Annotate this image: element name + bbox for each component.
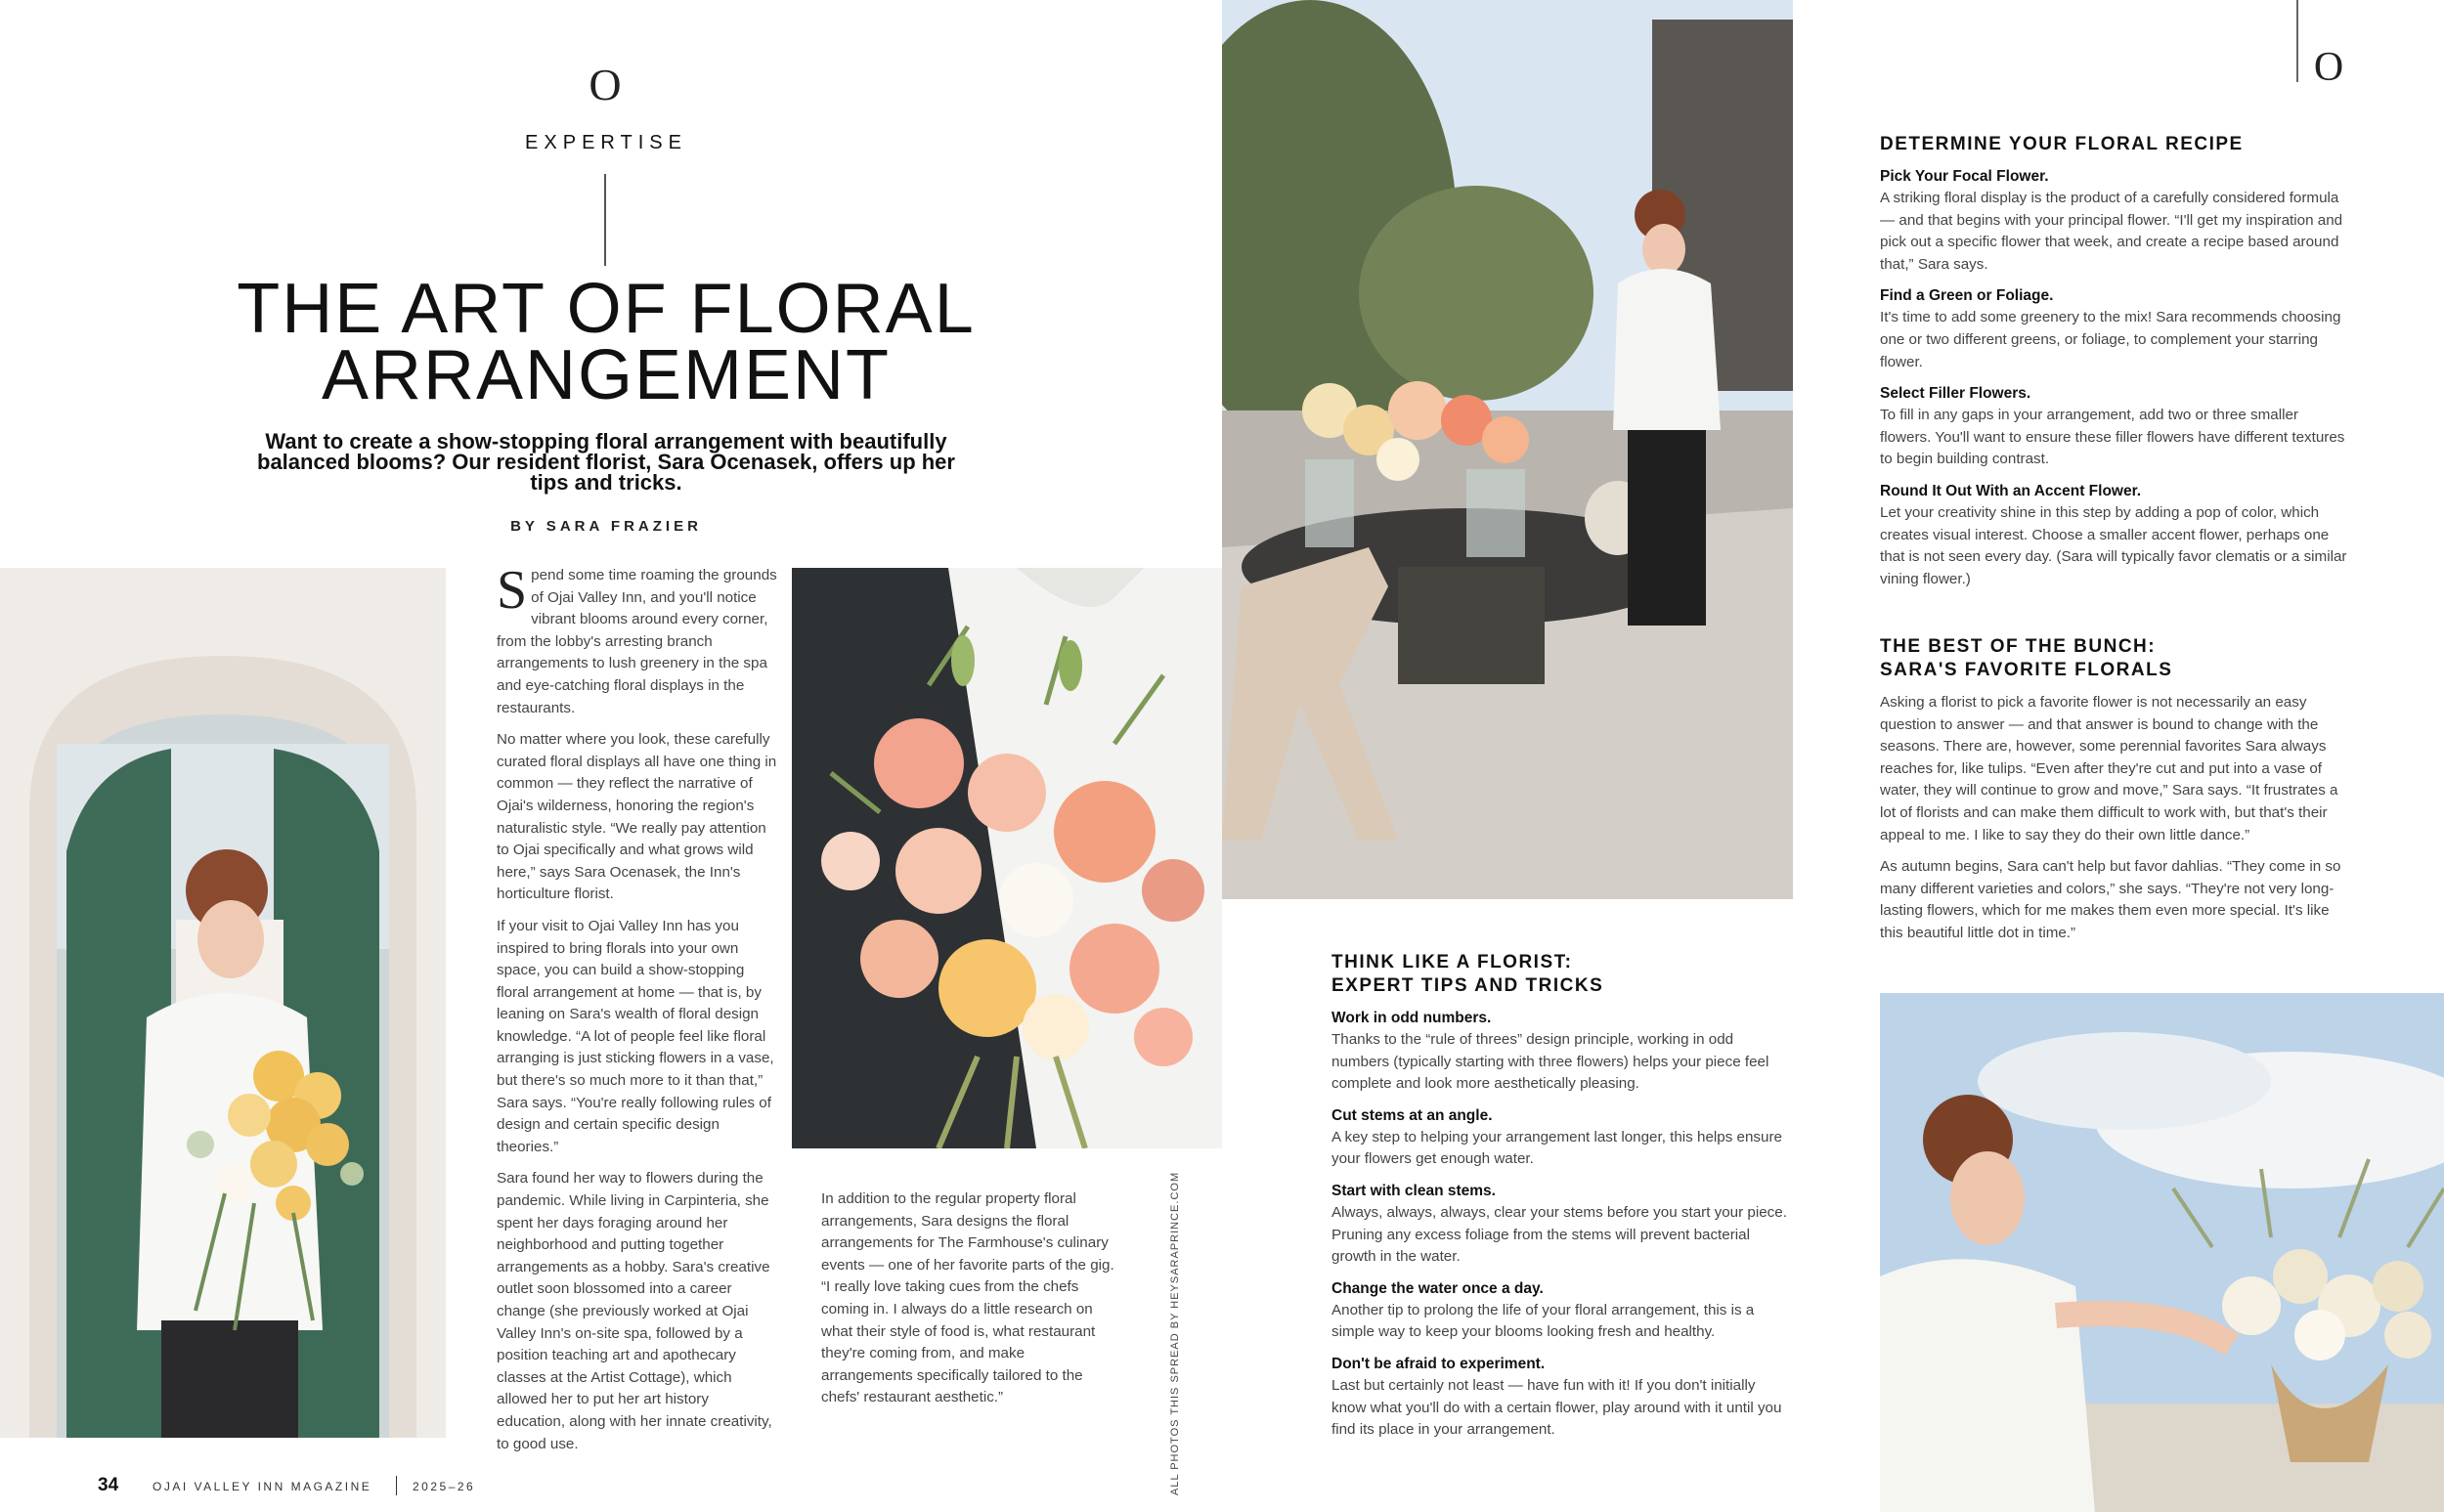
favorite-florals-section bbox=[1880, 635, 2349, 955]
heading-line-2: SARA'S FAVORITE FLORALS bbox=[1880, 660, 2173, 680]
vertical-divider bbox=[2296, 0, 2298, 82]
floral-recipe-section bbox=[1880, 133, 2349, 600]
article-column-2 bbox=[821, 1188, 1114, 1419]
paragraph-text: pend some time roaming the grounds of Ojai Valley Inn, and you'll notice vibrant blooms around every corner, from the lobby's arresting branch arrangements to lush greenery in the spa and eye-catching floral displays in the restaurants. bbox=[497, 567, 777, 716]
title-line-1: THE ART OF FLORAL bbox=[237, 270, 976, 348]
section-heading bbox=[1331, 951, 1791, 998]
photo-bouquet-closeup bbox=[792, 568, 1222, 1148]
folio-magazine-name: OJAI VALLEY INN MAGAZINE bbox=[153, 1480, 372, 1493]
tip-title: Work in odd numbers. bbox=[1331, 1010, 1492, 1026]
photo-florist-terrace-illustration bbox=[1222, 0, 1793, 899]
magazine-logo-mark: O bbox=[589, 60, 622, 109]
recipe-step-body: To fill in any gaps in your arrangement, add two or three smaller flowers. You'll want to ensure these filler flowers have different textures to begin building contrast. bbox=[1880, 407, 2345, 468]
folio-issue-year: 2025–26 bbox=[413, 1480, 476, 1493]
section-heading: DETERMINE YOUR FLORAL RECIPE bbox=[1880, 134, 2244, 154]
paragraph: Sara found her way to flowers during the pandemic. While living in Carpinteria, she spent her days foraging around her neighborhood and putting together arrangements as a hobby. Sara's creative outlet soon blossomed into a career change (she previously worked at Ojai Valley Inn's on-site spa, followed by a position teaching art and apothecary classes at the Artist Cottage), which allowed her to put her art history education, along with her innate creativity, to good use. bbox=[497, 1170, 772, 1452]
article-column-1 bbox=[497, 560, 780, 1465]
section-heading bbox=[1880, 635, 2349, 682]
photo-florist-archway-illustration bbox=[0, 568, 446, 1438]
paragraph: If your visit to Ojai Valley Inn has you inspired to bring florals into your own space, you can build a show-stopping floral arrangement at home — that is, by leaning on Sara's wealth of floral design knowledge. “A lot of people feel like floral arranging is just sticking flowers in a vase, but there's so much more to it than that,” Sara says. “You're really following rules of design and certain specific design theories.” bbox=[497, 917, 774, 1155]
tip-body: Thanks to the “rule of threes” design principle, working in odd numbers (typically starting with three flowers) helps your piece feel complete and look more aesthetically pleasing. bbox=[1331, 1031, 1769, 1093]
paragraph: No matter where you look, these carefully curated floral displays all have one thing in common — they reflect the narrative of Ojai's wilderness, honoring the region's naturalistic style. “We really pay attention to Ojai specifically and what grows wild here,” says Sara Ocenasek, the Inn's horticulture florist. bbox=[497, 731, 777, 903]
recipe-step-title: Round It Out With an Accent Flower. bbox=[1880, 482, 2142, 499]
recipe-step-body: A striking floral display is the product of a carefully considered formula — and that begins with your principal flower. “I'll get my inspiration and pick out a specific flower that week, and create a recipe based around that,” Sara says. bbox=[1880, 190, 2343, 273]
tip-title: Start with clean stems. bbox=[1331, 1182, 1496, 1199]
photo-credit: ALL PHOTOS THIS SPREAD BY HEYSARAPRINCE.COM bbox=[1169, 1171, 1181, 1495]
photo-bouquet-illustration bbox=[792, 568, 1222, 1148]
recipe-step-body: It's time to add some greenery to the mix! Sara recommends choosing one or two different greens, or foliage, to complement your starring flower. bbox=[1880, 309, 2341, 370]
article-subtitle: Want to create a show-stopping floral arrangement with beautifully balanced blooms? Our resident florist, Sara Ocenasek, offers up her tips and tricks. bbox=[257, 429, 955, 495]
page-number: 34 bbox=[98, 1475, 119, 1495]
recipe-step-title: Find a Green or Foliage. bbox=[1880, 287, 2054, 305]
tip-title: Don't be afraid to experiment. bbox=[1331, 1355, 1546, 1372]
title-line-2: ARRANGEMENT bbox=[321, 336, 892, 414]
heading-line-2: EXPERT TIPS AND TRICKS bbox=[1331, 975, 1604, 996]
magazine-logo-mark: O bbox=[2313, 45, 2344, 90]
expert-tips-section bbox=[1331, 951, 1791, 1451]
photo-florist-archway bbox=[0, 568, 446, 1438]
recipe-step-body: Let your creativity shine in this step by adding a pop of color, which creates visual interest. Choose a smaller accent flower, perhaps one that is not seen every day. (Sara will typically favor clematis or a similar vining flower.) bbox=[1880, 503, 2347, 587]
tip-body: Always, always, always, clear your stems before you start your piece. Pruning any excess foliage from the stems will prevent bacterial growth in the water. bbox=[1331, 1203, 1787, 1266]
paragraph: In addition to the regular property floral arrangements, Sara designs the floral arrangements for The Farmhouse's culinary events — one of her favorite parts of the gig. “I really love taking cues from the chefs coming in. I always do a little research on what their style of food is, what restaurant they're coming from, and make arrangements specifically tailored to the chefs' restaurant aesthetic.” bbox=[821, 1190, 1114, 1406]
paragraph: Asking a florist to pick a favorite flower is not necessarily an easy question to answer — and that answer is bound to change with the seasons. There are, however, some perennial favorites Sara always reaches for, like tulips. “Even after they're cut and put into a vase of water, they will continue to grow and move,” Sara says. “It frustrates a lot of florists and can make them difficult to work with, but that's their appeal to me. I like to say they do their own little dance.” bbox=[1880, 694, 2338, 843]
photo-florist-arranging-illustration bbox=[1880, 993, 2444, 1512]
tip-body: Last but certainly not least — have fun with it! If you don't initially know what you'll do with a certain flower, play around with it until you find its place in your arrangement. bbox=[1331, 1376, 1782, 1439]
photo-florist-arranging bbox=[1880, 993, 2444, 1512]
recipe-step-title: Select Filler Flowers. bbox=[1880, 385, 2031, 403]
tip-title: Change the water once a day. bbox=[1331, 1279, 1544, 1297]
recipe-step-title: Pick Your Focal Flower. bbox=[1880, 168, 2049, 185]
photo-florist-terrace bbox=[1222, 0, 1793, 899]
paragraph: As autumn begins, Sara can't help but favor dahlias. “They come in so many different varieties and colors,” she says. “They're not very long-lasting flowers, which for me makes them even more special. It's like this beautiful little dot in time.” bbox=[1880, 858, 2341, 941]
vertical-divider bbox=[604, 174, 606, 266]
tip-body: A key step to helping your arrangement last longer, this helps ensure your flowers get enough water. bbox=[1331, 1128, 1782, 1168]
drop-cap: S bbox=[497, 560, 528, 621]
folio-separator bbox=[396, 1476, 397, 1495]
byline: BY SARA FRAZIER bbox=[510, 518, 702, 535]
heading-line-1: THE BEST OF THE BUNCH: bbox=[1880, 636, 2157, 657]
article-title bbox=[117, 270, 1095, 414]
tip-title: Cut stems at an angle. bbox=[1331, 1106, 1493, 1124]
heading-line-1: THINK LIKE A FLORIST: bbox=[1331, 952, 1573, 972]
tip-body: Another tip to prolong the life of your floral arrangement, this is a simple way to keep your blooms looking fresh and healthy. bbox=[1331, 1301, 1755, 1341]
paragraph bbox=[497, 560, 780, 719]
section-label: EXPERTISE bbox=[525, 132, 687, 153]
